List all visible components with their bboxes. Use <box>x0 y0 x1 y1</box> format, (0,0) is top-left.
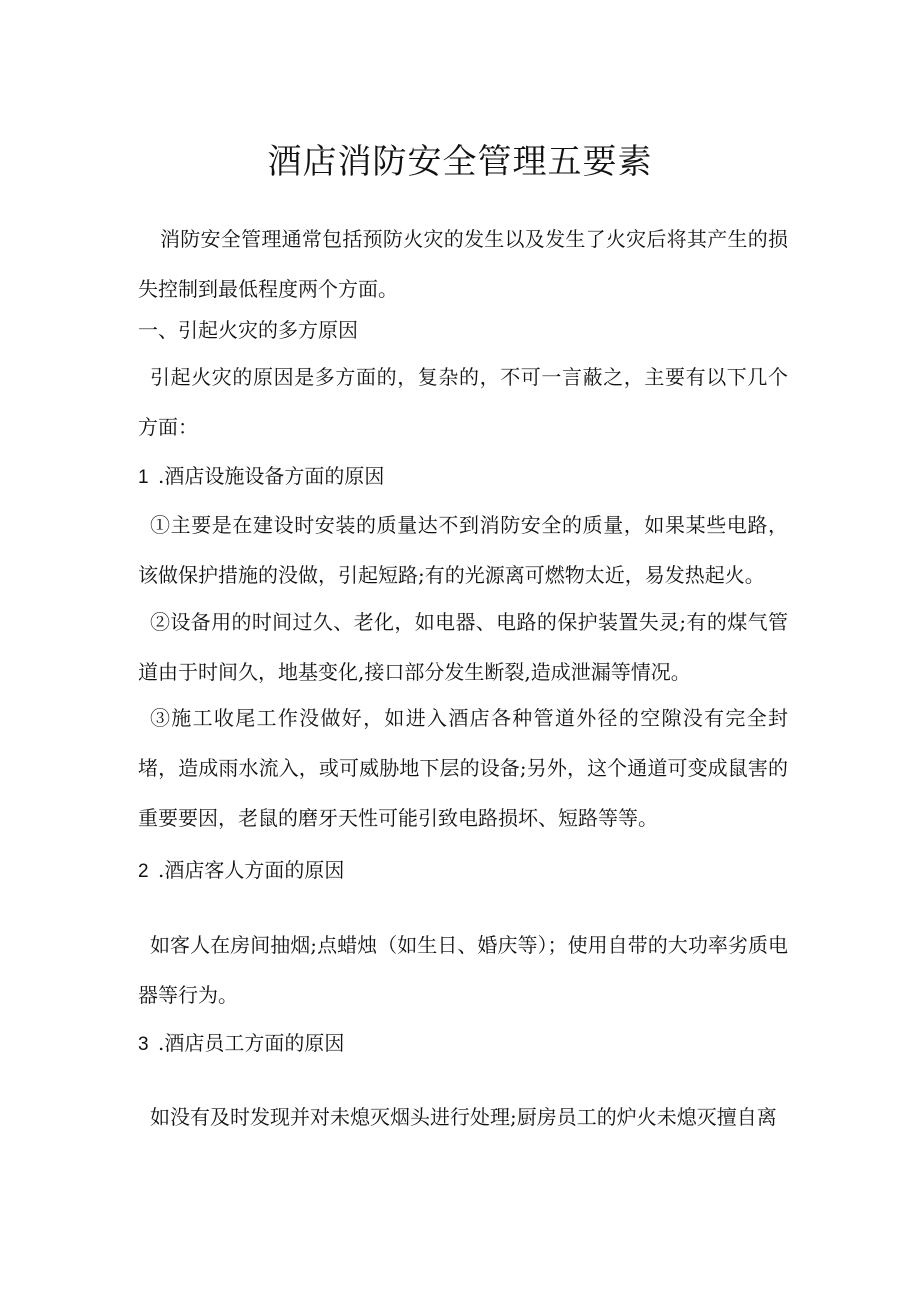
document-title: 酒店消防安全管理五要素 <box>267 142 653 182</box>
item2-heading-text: .酒店客人方面的原因 <box>158 858 345 882</box>
item3-number: 3 <box>138 1034 149 1055</box>
item2-heading <box>138 854 788 888</box>
item1-point1: ①主要是在建设时安装的质量达不到消防安全的质量，如果某些电路，该做保护措施的没做，引起短路;有的光源离可燃物太近，易发热起火。 <box>138 513 788 587</box>
item1-point3: ③施工收尾工作没做好，如进入酒店各种管道外径的空隙没有完全封堵，造成雨水流入，或可威胁地下层的设备;另外，这个通道可变成鼠害的重要要因，老鼠的磨牙天性可能引致电路损坏、短路等等。 <box>138 706 788 830</box>
item2-body: 如客人在房间抽烟;点蜡烛（如生日、婚庆等）；使用自带的大功率劣质电器等行为。 <box>138 933 788 1007</box>
item1-heading-text: .酒店设施设备方面的原因 <box>158 464 385 488</box>
intro-paragraph: 消防安全管理通常包括预防火灾的发生以及发生了火灾后将其产生的损失控制到最低程度两个方面。 <box>138 227 788 301</box>
section1-heading: 一、引起火灾的多方原因 <box>138 318 358 342</box>
item3-heading <box>138 1027 788 1061</box>
item3-heading-text: .酒店员工方面的原因 <box>158 1031 345 1055</box>
item1-number: 1 <box>138 467 149 488</box>
item1-point2: ②设备用的时间过久、老化，如电器、电路的保护装置失灵;有的煤气管道由于时间久，地基变化,接口部分发生断裂,造成泄漏等情况。 <box>138 610 788 684</box>
item2-number: 2 <box>138 861 149 882</box>
item1-heading <box>138 460 788 494</box>
item3-body: 如没有及时发现并对未熄灭烟头进行处理;厨房员工的炉火未熄灭擅自离 <box>150 1105 777 1129</box>
section1-body: 引起火灾的原因是多方面的，复杂的，不可一言蔽之，主要有以下几个方面： <box>138 365 788 439</box>
